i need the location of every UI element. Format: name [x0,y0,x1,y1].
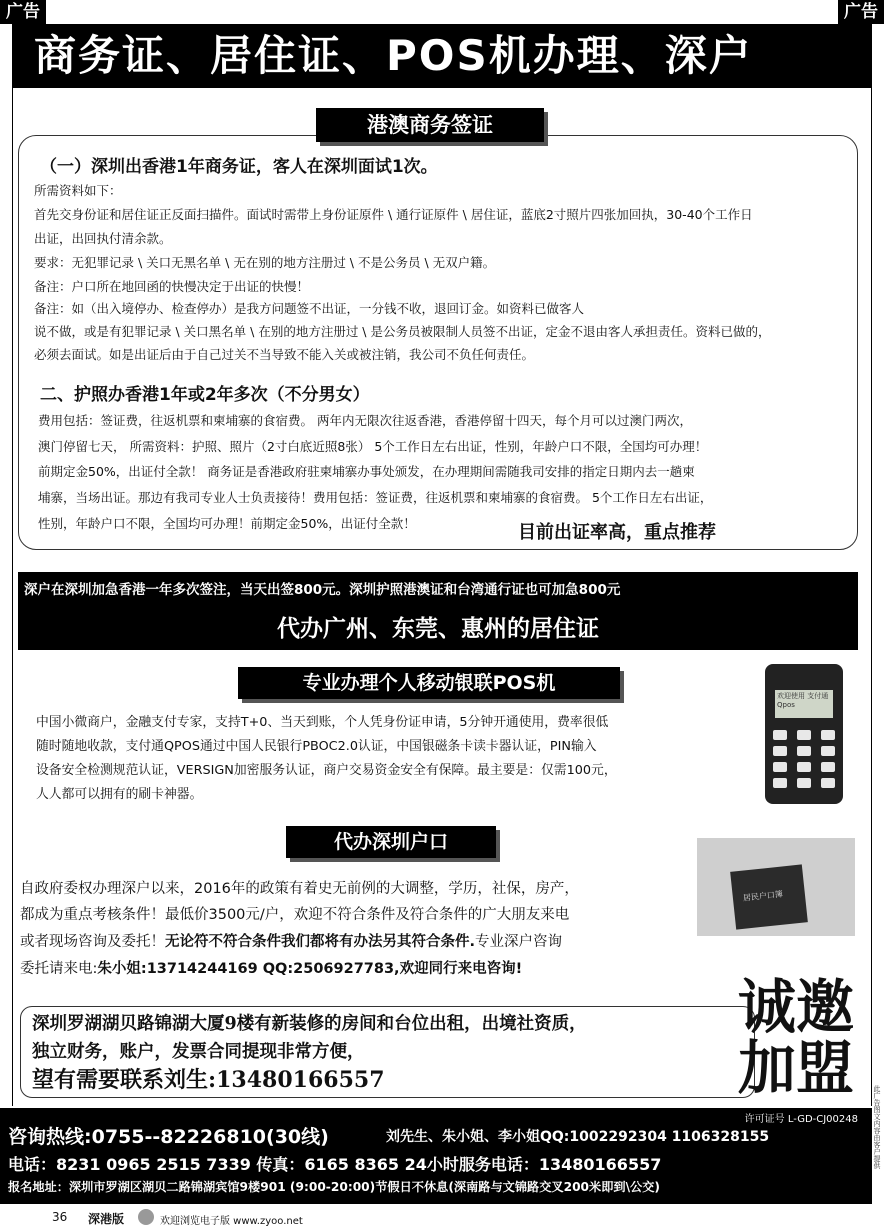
join-contact: 望有需要联系刘生:13480166557 [32,1067,385,1093]
visa-heading-1: （一）深圳出香港1年商务证，客人在深圳面试1次。 [40,157,438,177]
pos-line: 人人都可以拥有的刷卡神器。 [36,787,203,802]
pos-key [773,762,787,772]
visa-line: 费用包括：签证费，往返机票和柬埔寨的食宿费。 两年内无限次往返香港，香港停留十四天，每个月可以过澳门两次， [38,413,692,428]
pos-terminal-image [765,664,843,804]
visa-line: 性别，年龄户口不限，全国均可办理！前期定金50%，出证付全款！ [38,516,416,531]
join-big-2: 加盟 [738,1034,855,1102]
hukou-contact: 朱小姐:13714244169 QQ:2506927783,欢迎同行来电咨询! [97,961,523,977]
hotline: 咨询热线:0755--82226810(30线) [8,1126,329,1148]
pos-key [797,746,811,756]
banner-title: 商务证、居住证、POS机办理、深户 [12,24,872,88]
edition-logo-icon [138,1209,154,1225]
pos-line: 设备安全检测规范认证，VERSIGN加密服务认证，商户交易资金安全有保障。最主要是：仅需100元， [36,763,617,778]
edition-label: 深港版 [88,1212,125,1226]
join-big-1: 诚邀 [738,973,855,1041]
side-note: 此广告图文内容由客户提供 [873,1085,881,1169]
pos-key [797,730,811,740]
pos-key [797,762,811,772]
hukou-line-bold: 无论符不符合条件我们都将有办法另其符合条件. [165,934,476,950]
hukou-line-part: 或者现场咨询及委托！ [20,934,165,950]
visa-line: 必须去面试。如是出证后由于自己过关不当导致不能入关或被注销，我公司不负任何责任。 [34,347,535,362]
hukou-line-part: 专业深户咨询 [475,934,563,950]
hukou-book-image [697,838,855,936]
pos-key [821,730,835,740]
join-line: 深圳罗湖湖贝路锦湖大厦9楼有新装修的房间和台位出租，出境社资质， [32,1014,587,1034]
visa-line: 首先交身份证和居住证正反面扫描件。面试时需带上身份证原件 \ 通行证原件 \ 居住证，蓝底2寸照片四张加回执，30-40个工作日 [34,207,753,222]
visa-heading-2: 二、护照办香港1年或2年多次（不分男女） [40,385,370,405]
frame-right [871,88,872,1106]
pos-key [773,730,787,740]
residence-strip: 代办广州、东莞、惠州的居住证 [18,608,858,650]
license-number: 许可证号 L-GD-CJ00248 [744,1114,858,1125]
hukou-pill: 代办深圳户口 [286,826,496,858]
visa-line: 所需资料如下： [34,183,122,198]
pos-key [773,746,787,756]
hotline-contacts: 刘先生、朱小姐、李小姐QQ:1002292304 1106328155 [386,1129,770,1145]
pos-pill: 专业办理个人移动银联POS机 [238,667,620,699]
hukou-line: 自政府委权办理深户以来，2016年的政策有着史无前例的大调整，学历，社保，房产， [20,881,579,897]
ad-label-left: 广告 [0,0,46,24]
pos-line: 随时随地收款，支付通QPOS通过中国人民银行PBOC2.0认证，中国银磁条卡读卡器认证，PIN输入 [36,739,597,754]
hukou-line: 都成为重点考核条件！最低价3500元/户，欢迎不符合条件及符合条件的广大朋友来电 [20,907,570,923]
pos-key [821,746,835,756]
phone-line: 电话：8231 0965 2515 7339 传真：6165 8365 24小时服务电话：13480166557 [8,1155,662,1174]
visa-line: 说不做，或是有犯罪记录 \ 关口黑名单 \ 在别的地方注册过 \ 是公务员被限制人员签不出证，定金不退由客人承担责任。资料已做的， [34,324,771,339]
visa-line: 备注：户口所在地回函的快慢决定于出证的快慢！ [34,279,310,294]
pos-key [797,778,811,788]
book-label: 居民户口簿 [742,889,784,903]
recommend-text: 目前出证率高，重点推荐 [518,522,716,543]
urgent-strip: 深户在深圳加急香港一年多次签注，当天出签800元。深圳护照港澳证和台湾通行证也可加急800元 [18,572,858,608]
pos-key [773,778,787,788]
ad-label-right: 广告 [838,0,884,24]
visa-line: 出证，出回执付清余款。 [34,231,172,246]
visa-line: 前期定金50%，出证付全款！ 商务证是香港政府驻柬埔寨办事处颁发，在办理期间需随我司安排的指定日期内去一趟柬 [38,464,695,479]
book-cover [730,864,808,929]
visa-line: 埔寨，当场出证。那边有我司专业人士负责接待！费用包括：签证费，往返机票和柬埔寨的食宿费。 5个工作日左右出证， [38,490,713,505]
frame-left [12,88,13,1106]
page-number: 36 [52,1210,68,1224]
visa-line: 澳门停留七天， 所需资料：护照、照片（2寸白底近照8张） 5个工作日左右出证，性别，年龄户口不限，全国均可办理！ [38,439,708,454]
footer [0,1108,872,1204]
hukou-contact-label: 委托请来电: [20,961,98,977]
visa-line: 备注：如（出入境停办、检查停办）是我方问题签不出证，一分钱不收，退回订金。如资料已做客人 [34,301,585,316]
visa-pill: 港澳商务签证 [316,108,544,142]
hukou-contact-line [20,956,522,982]
join-line: 独立财务，账户，发票合同提现非常方便， [32,1042,365,1062]
visa-line: 要求：无犯罪记录 \ 关口无黑名单 \ 无在别的地方注册过 \ 不是公务员 \ 无双户籍。 [34,255,496,270]
pos-key [821,778,835,788]
pos-key [821,762,835,772]
address-line: 报名地址：深圳市罗湖区湖贝二路锦湖宾馆9楼901 (9:00-20:00)节假日不休息(深南路与文锦路交叉200米即到\公交) [8,1180,661,1194]
pos-line: 中国小微商户，金融支付专家，支持T+0、当天到账，个人凭身份证申请，5分钟开通使用，费率很低 [36,715,609,730]
hukou-line [20,929,562,955]
pos-screen: 欢迎使用 支付通Qpos [775,690,833,718]
site-link[interactable]: 欢迎浏览电子版 www.zyoo.net [160,1216,303,1227]
